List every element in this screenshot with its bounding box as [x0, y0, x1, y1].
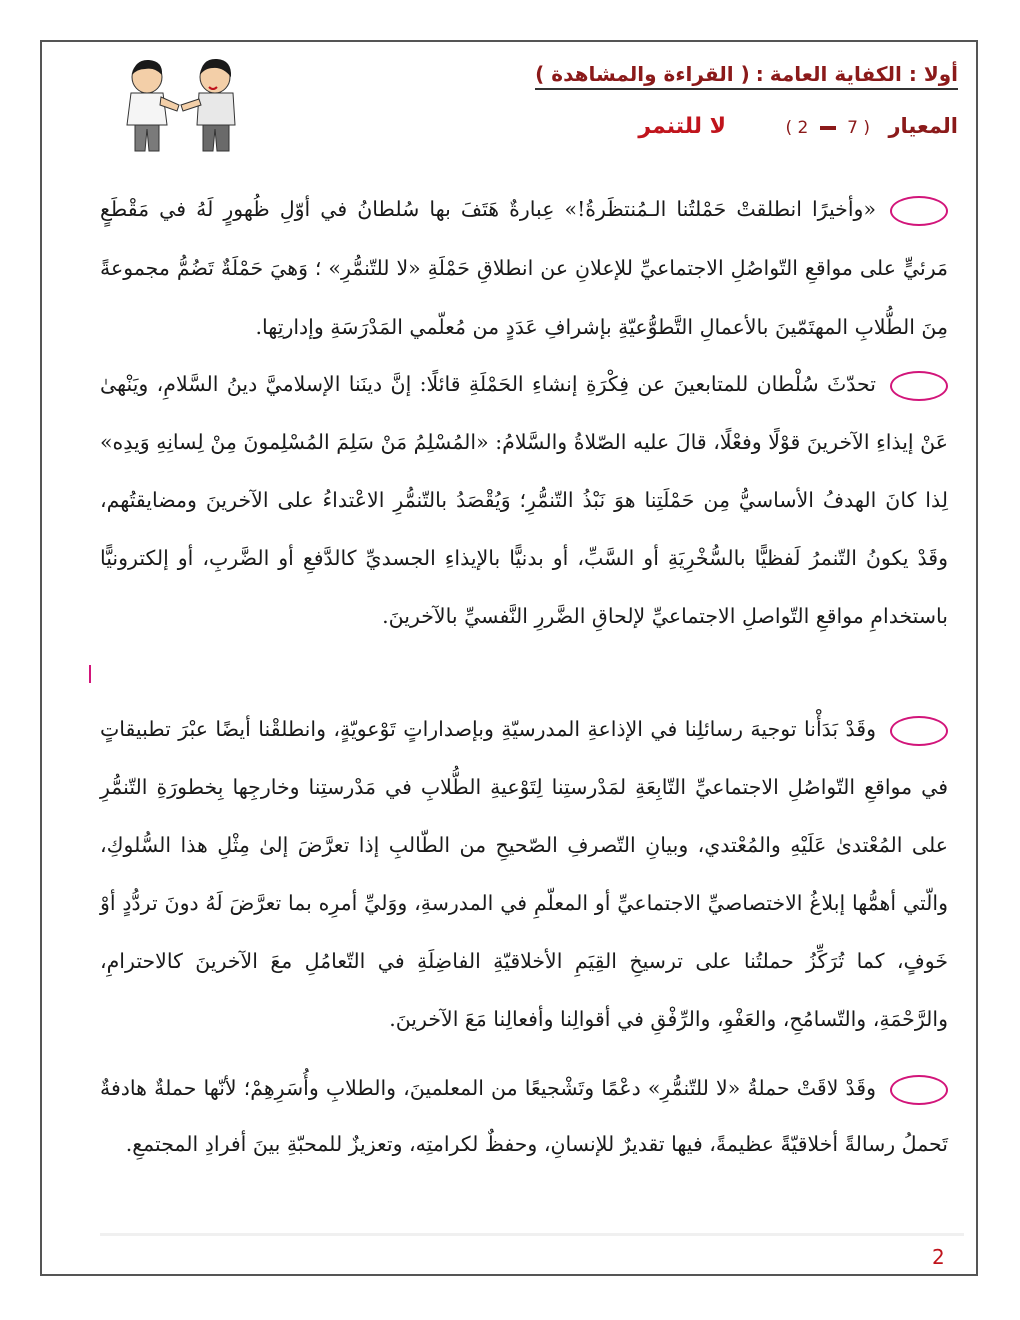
page-number: 2: [932, 1245, 945, 1269]
criterion-code: [785, 118, 870, 138]
criterion-number-7: 7: [847, 118, 858, 138]
paragraph-2-text: تحدّثَ سُلْطان للمتابعينَ عن فِكْرَةِ إنشاءِ الحَمْلَةِ قائلًا: إنَّ دينَنا الإسلاميَّ دينُ السَّلامِ، ويَنْهىٰ عَنْ إيذاءِ الآخرينَ قوْلًا وفعْلًا، قالَ عليه الصّلاةُ والسَّلامُ: «المُسْلِمُ مَنْ سَلِمَ المُسْلِمونَ مِنْ لِسانِهِ وَيدِه» لِذا كانَ الهدفُ الأساسيُّ مِن حَمْلَتِنا هوَ نَبْذُ التّنمُّرِ؛ وَيُقْصَدُ بالتّنمُّرِ الاعْتداءُ على الآخرينَ ومضايقتُهم، وقَدْ يكونُ التّنمرُ لَفظيًّا بالسُّخْرِيَةِ أو السَّبِّ، أو بدنيًّا بالإيذاءِ الجسديِّ كالدَّفعِ أو الضَّربِ، أو إلكترونيًّا باستخدامِ مواقعِ التّواصلِ الاجتماعيِّ لإلحاقِ الضَّررِ النَّفسيِّ بالآخرينَ.: [100, 372, 948, 628]
lesson-topic-title: لا للتنمر: [638, 114, 726, 139]
heading-separator: :: [755, 62, 764, 86]
criterion-paren-open: (: [785, 118, 793, 138]
bully-boy-figure: [181, 59, 235, 151]
paragraph-2: [100, 355, 948, 645]
margin-mark: [89, 665, 91, 683]
paragraph-4-text: وقَدْ لاقَتْ حملةُ «لا للتّنمُّرِ» دعْمًا وتَشْجيعًا من المعلمينَ، والطلابِ وأُسَرِهِمْ؛ لأنّها حملةٌ هادفةٌ تَحملُ رسالةً أخلاقيّةً عظيمةً، فيها تقديرٌ للإنسانِ، وحفظٌ لكرامتِه، وتعزيزٌ للمحبّةِ بينَ أفرادِ المجتمعِ.: [100, 1076, 948, 1156]
paragraph-1: [100, 180, 948, 357]
paragraph-marker-oval: [890, 1075, 948, 1105]
paragraph-4: [100, 1060, 948, 1172]
criterion-row: [398, 114, 958, 146]
heading-competency: أولا : الكفاية العامة: [769, 62, 958, 86]
page-heading: [535, 62, 958, 90]
bullying-illustration: [105, 55, 265, 155]
paragraph-marker-oval: [890, 371, 948, 401]
paragraph-3: [100, 700, 948, 1048]
paragraph-3-text: وقَدْ بَدَأْنا توجيهَ رسائلِنا في الإذاعةِ المدرسيّةِ وبإصداراتٍ تَوْعويّةٍ، وانطلقْنا أيضًا عبْرَ تطبيقاتٍ في مواقعِ التّواصُلِ الاجتماعيِّ التّابِعَةِ لمَدْرستِنا لِتَوْعيةِ الطُّلابِ في مَدْرستِنا وخارجِها بِخطورَةِ التّنمُّرِ على المُعْتدىٰ عَلَيْهِ والمُعْتدي، وبيانِ التّصرفِ الصّحيحِ من الطّالبِ إذا تعرَّضَ إلىٰ مِثْلِ هذا السُّلوكِ، والّتي أهمُّها إبلاغُ الاختصاصيِّ الاجتماعيِّ أو المعلّمِ في المدرسةِ، ووَليِّ أمرِه بما تعرَّضَ لَهُ دونَ تردُّدٍ أوْ خَوفٍ، كما تُرَكِّزُ حملتُنا على ترسيخِ القِيَمِ الأخلاقيّةِ الفاضِلَةِ في التّعامُلِ معَ الآخرينَ كالاحترامِ، والرَّحْمَةِ، والتّسامُحِ، والعَفْوِ، والرِّفْقِ في أقوالِنا وأفعالِنا مَعَ الآخرينَ.: [100, 717, 948, 1031]
heading-domain: ( القراءة والمشاهدة ): [535, 62, 750, 86]
victim-boy-figure: [127, 60, 179, 151]
paragraph-1-text: «وأخيرًا انطلقتْ حَمْلتُنا الـمُنتظَرةُ!» عِبارةٌ هَتَفَ بها سُلطانُ في أوّلِ ظُهورٍ لَهُ في مَقْطَعٍ مَرئيٍّ على مواقعِ التّواصُلِ الاجتماعيِّ للإعلانِ عن انطلاقِ حَمْلَةِ «لا للتّنمُّرِ» ؛ وَهيَ حَمْلَةٌ تَضُمُّ مجموعةً مِنَ الطُّلابِ المهتَمّينَ بالأعمالِ التَّطوُّعيّةِ بإشرافِ عَدَدٍ من مُعلّمي المَدْرَسَةِ وإدارتِها.: [100, 197, 948, 339]
paragraph-marker-oval: [890, 196, 948, 226]
footer-divider: [100, 1233, 964, 1236]
criterion-dash: [820, 126, 836, 130]
paragraph-marker-oval: [890, 716, 948, 746]
criterion-paren-close: ): [863, 118, 870, 138]
criterion-number-2: 2: [797, 118, 809, 138]
criterion-label: المعيار: [888, 114, 958, 138]
